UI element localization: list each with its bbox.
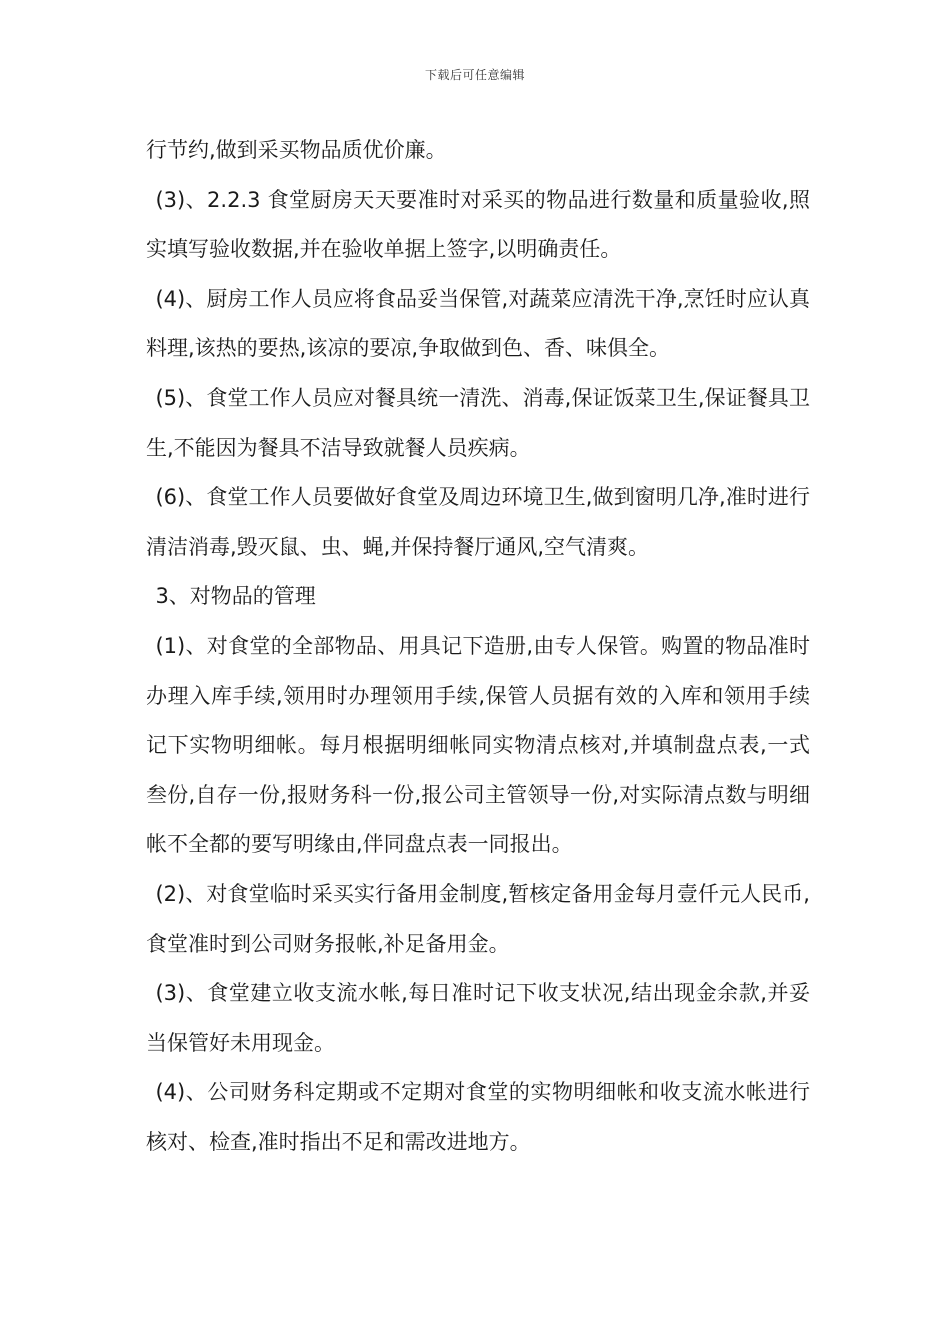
- section-heading: 3、对物品的管理: [155, 584, 316, 609]
- paragraph-9: (3)、食堂建立收支流水帐,每日准时记下收支状况,结出现金余款,并妥当保管好未用现金。: [146, 981, 810, 1055]
- paragraph-3: (4)、厨房工作人员应将食品妥当保管,对蔬菜应清洗干净,烹饪时应认真料理,该热的要热,该凉的要凉,争取做到色、香、味俱全。: [146, 286, 810, 361]
- paragraph-10: (4)、公司财务科定期或不定期对食堂的实物明细帐和收支流水帐进行核对、检查,准时指出不足和需改进地方。: [146, 1080, 810, 1154]
- paragraph-2: (3)、2.2.3 食堂厨房天天要准时对采买的物品进行数量和质量验收,照实填写验收数据,并在验收单据上签字,以明确责任。: [146, 187, 810, 262]
- paragraph-1: 行节约,做到采买物品质优价廉。: [146, 138, 447, 162]
- paragraph-5: (6)、食堂工作人员要做好食堂及周边环境卫生,做到窗明几净,准时进行清洁消毒,毁灭鼠、虫、蝇,并保持餐厅通风,空气清爽。: [146, 485, 810, 559]
- page-header: 下载后可任意编辑: [424, 68, 525, 82]
- paragraph-8: (2)、对食堂临时采买实行备用金制度,暂核定备用金每月壹仟元人民币,食堂准时到公司财务报帐,补足备用金。: [146, 881, 810, 956]
- document-body: [146, 126, 810, 1167]
- paragraph-7: (1)、对食堂的全部物品、用具记下造册,由专人保管。购置的物品准时办理入库手续,领用时办理领用手续,保管人员据有效的入库和领用手续记下实物明细帐。每月根据明细帐同实物清点核对,并填制盘点表,一式叁份,自存一份,报财务科一份,报公司主管领导一份,对实际清点数与明细帐不全都的要写明缘由,伴同盘点表一同报出。: [146, 633, 810, 857]
- paragraph-4: (5)、食堂工作人员应对餐具统一清洗、消毒,保证饭菜卫生,保证餐具卫生,不能因为餐具不洁导致就餐人员疾病。: [146, 385, 810, 460]
